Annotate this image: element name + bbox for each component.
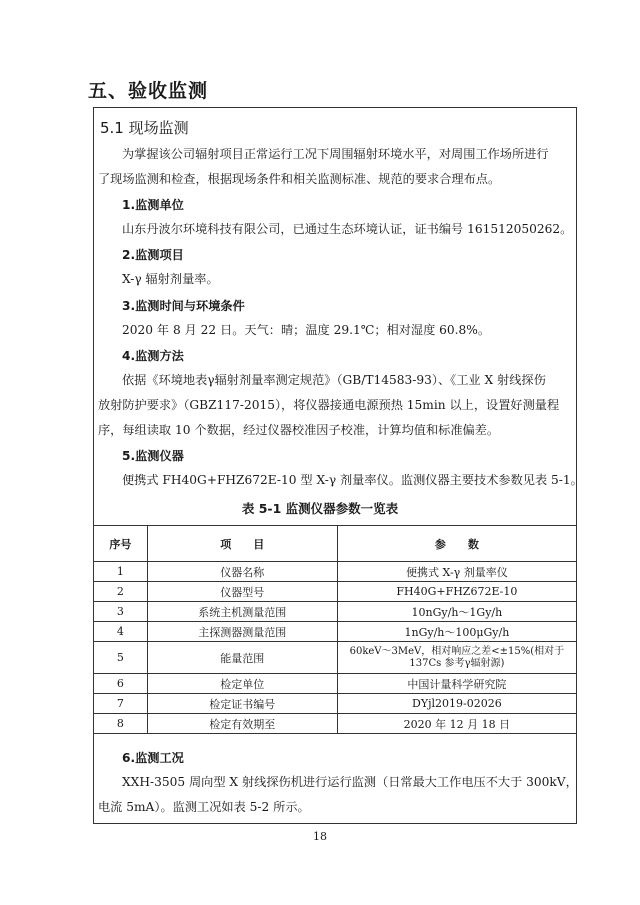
row-value-line-1: 60keV～3MeV，相对响应之差<±15%(相对于 (349, 645, 565, 657)
header-no: 序号 (94, 526, 148, 562)
row-value: 10nGy/h～1Gy/h (337, 602, 576, 622)
monitoring-condition-line-2: 电流 5mA）。监测工况如表 5-2 所示。 (98, 800, 310, 814)
row-value-line-2: 137Cs 参考γ辐射源) (409, 657, 505, 669)
monitoring-time-text: 2020 年 8 月 22 日。天气：晴；温度 29.1℃；相对湿度 60.8%。 (122, 323, 491, 337)
intro-line-2: 了现场监测和检查，根据现场条件和相关监测标准、规范的要求合理布点。 (98, 172, 501, 186)
subsection-title: 5.1 现场监测 (100, 119, 189, 137)
row-no: 8 (94, 714, 148, 734)
row-item: 主探测器测量范围 (147, 622, 337, 642)
row-item: 系统主机测量范围 (147, 602, 337, 622)
row-item: 检定单位 (147, 674, 337, 694)
table-row (94, 562, 577, 582)
intro-line-1: 为掌握该公司辐射项目正常运行工况下周围辐射环境水平，对周围工作场所进行 (122, 147, 549, 161)
monitoring-project-text: X-γ 辐射剂量率。 (122, 272, 219, 286)
header-item: 项 目 (147, 526, 337, 562)
monitoring-instrument-heading: 5.监测仪器 (122, 449, 184, 463)
row-value: 2020 年 12 月 18 日 (337, 714, 576, 734)
row-item: 仪器名称 (147, 562, 337, 582)
table-row (94, 694, 577, 714)
row-value: 1nGy/h～100μGy/h (337, 622, 576, 642)
row-value: 便携式 X-γ 剂量率仪 (337, 562, 576, 582)
monitoring-unit-heading: 1.监测单位 (122, 198, 184, 212)
row-no: 6 (94, 674, 148, 694)
row-value: 中国计量科学研究院 (337, 674, 576, 694)
row-no: 2 (94, 582, 148, 602)
row-no: 5 (94, 642, 148, 674)
row-value: FH40G+FHZ672E-10 (337, 582, 576, 602)
monitoring-method-line-3: 序，每组读取 10 个数据，经过仪器校准因子校准，计算均值和标准偏差。 (98, 423, 500, 437)
row-no: 1 (94, 562, 148, 582)
table-row (94, 602, 577, 622)
monitoring-condition-heading: 6.监测工况 (122, 751, 184, 765)
row-no: 7 (94, 694, 148, 714)
table-row (94, 642, 577, 674)
monitoring-method-line-1: 依据《环境地表γ辐射剂量率测定规范》（GB/T14583-93）、《工业 X 射线探伤 (122, 373, 546, 387)
row-value (337, 642, 576, 674)
row-item: 检定证书编号 (147, 694, 337, 714)
table-row (94, 582, 577, 602)
row-item: 仪器型号 (147, 582, 337, 602)
section-title: 五、验收监测 (88, 80, 209, 102)
row-item: 检定有效期至 (147, 714, 337, 734)
monitoring-instrument-text: 便携式 FH40G+FHZ672E-10 型 X-γ 剂量率仪。监测仪器主要技术参数见表 5-1。 (122, 473, 583, 487)
monitoring-method-heading: 4.监测方法 (122, 349, 184, 363)
row-value: DYjl2019-02026 (337, 694, 576, 714)
monitoring-time-heading: 3.监测时间与环境条件 (122, 299, 245, 313)
row-no: 4 (94, 622, 148, 642)
monitoring-project-heading: 2.监测项目 (122, 248, 184, 262)
table-row (94, 622, 577, 642)
monitoring-method-line-2: 放射防护要求》（GBZ117-2015），将仪器接通电源预热 15min 以上，设置好测量程 (98, 398, 560, 412)
table-row (94, 714, 577, 734)
monitoring-condition-line-1: XXH-3505 周向型 X 射线探伤机进行运行监测（日常最大工作电压不大于 300kV， (122, 775, 578, 789)
table-caption: 表 5-1 监测仪器参数一览表 (241, 501, 399, 516)
table-header-row (94, 526, 577, 562)
row-item: 能量范围 (147, 642, 337, 674)
instrument-parameter-table (93, 525, 577, 734)
row-no: 3 (94, 602, 148, 622)
monitoring-unit-text: 山东丹波尔环境科技有限公司，已通过生态环境认证，证书编号 161512050262。 (122, 222, 573, 236)
header-value: 参 数 (337, 526, 576, 562)
table-row (94, 674, 577, 694)
page-number: 18 (313, 830, 327, 843)
